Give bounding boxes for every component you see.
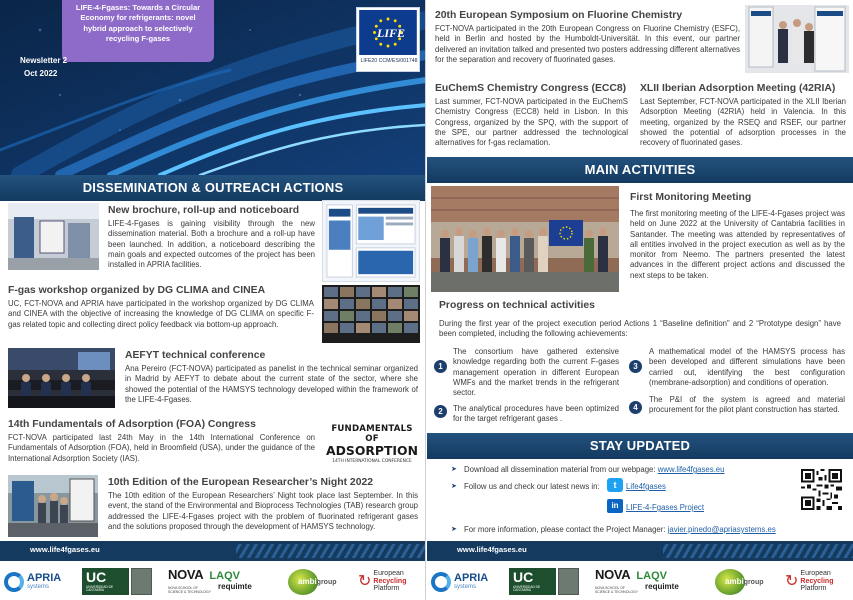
erp-text-2-right: Recycling	[800, 577, 834, 585]
euchems-title: EuChemS Chemistry Congress (ECC8)	[435, 83, 627, 94]
fgas-workshop-body: UC, FCT-NOVA and APRIA have participated in the workshop organized by DG CLIMA and CINEA with the objective of increasing the knowledge of DG CLIMA on specific F-gas related topic and collecting direct policy feedback via bottom-up approach.	[8, 299, 314, 329]
erp-arrow-icon: ↻	[358, 572, 372, 590]
achievement-number-1: 1	[434, 360, 447, 373]
apria-logo-text: APRIA	[27, 572, 62, 584]
nova-logo-text-right: NOVA	[595, 567, 631, 582]
erp-logo	[358, 566, 424, 597]
symposium-title: 20th European Symposium on Fluorine Chemistry	[435, 10, 683, 21]
monitoring-title: First Monitoring Meeting	[630, 192, 752, 203]
nova-laqv-logo	[168, 566, 278, 597]
contact-arrow-icon: ➤	[451, 526, 457, 533]
ambigroup-text-2-right: group	[743, 578, 764, 586]
partner-logos-right	[427, 563, 853, 600]
stay-updated-header: STAY UPDATED	[427, 433, 853, 459]
nova-laqv-logo-right	[595, 566, 705, 597]
apria-logo-right	[431, 566, 499, 597]
download-arrow-icon: ➤	[451, 466, 457, 473]
laqv-logo-text-right: LAQV	[636, 570, 667, 582]
ambigroup-logo-right	[715, 566, 775, 597]
fgas-workshop-title: F-gas workshop organized by DG CLIMA and CINEA	[8, 285, 266, 296]
euchems-body: Last summer, FCT-NOVA participated in the EuChemS Chemistry Congress (ECC8) held in Lisbon. In this Congress, organized by the SPQ, with the support of the SPE, our partner addressed the technological alternatives for f-gas reclamation.	[435, 97, 628, 148]
ambigroup-text-right: ambi	[725, 576, 744, 586]
erp-text-2: Recycling	[373, 577, 407, 585]
uc-logo	[82, 566, 152, 597]
iberian-title: XLII Iberian Adsorption Meeting (42RIA)	[640, 83, 836, 94]
uc-logo-right	[509, 566, 579, 597]
twitter-icon[interactable]: t	[607, 478, 623, 492]
video-call-screenshot	[322, 285, 420, 343]
aefyt-conference-photo	[8, 348, 115, 408]
ambigroup-text: ambi	[298, 576, 317, 586]
foa-logo-line2: ADSORPTION	[326, 443, 418, 458]
follow-arrow-icon: ➤	[451, 483, 457, 490]
footer-website-link-right[interactable]: www.life4fgases.eu	[457, 545, 527, 554]
requimte-logo-text: requimte	[218, 582, 252, 591]
erp-logo-right	[785, 566, 851, 597]
researchers-night-body: The 10th edition of the European Researchers’ Night took place last September. In this event, the stand of the Environmental and Bioprocess Technologies (TAB) research group addressed the LIFE-4-Fgases project with the problem of fluorinated refrigerant gases and the solutions proposed through the development of HAMSYS technology.	[108, 491, 418, 531]
requimte-logo-text-right: requimte	[645, 582, 679, 591]
aefyt-body: Ana Pereiro (FCT-NOVA) participated as panelist in the technical seminar organized in Madrid by AEFYT to debate about the current state of the sector, where she showed the potential of the HAMSYS technology developed within the framework of the LIFE-4-Fgases.	[125, 364, 418, 404]
uc-logo-text: UC	[86, 569, 107, 586]
life-logo-word: LIFE	[377, 26, 406, 40]
nova-logo-sub-right: NOVA SCHOOL OF SCIENCE & TECHNOLOGY	[595, 586, 638, 594]
apria-logo-sub-right: systems	[454, 584, 477, 590]
newsletter-number: Newsletter 2	[20, 56, 68, 65]
linkedin-icon[interactable]: in	[607, 499, 623, 513]
apria-swirl-icon	[4, 572, 24, 592]
brochure-body: LIFE-4-Fgases is gaining visibility through the new dissemination material. Both a brochure and a roll-up have been launched. In addition, a noticeboard describing the main goals and expected outcomes of the project has been installed in APRIA facilities.	[108, 219, 315, 270]
ambigroup-logo	[288, 566, 348, 597]
achievement-number-3: 3	[629, 360, 642, 373]
uc-logo-text-right: UC	[513, 569, 534, 586]
dissemination-section-header: DISSEMINATION & OUTREACH ACTIONS	[0, 175, 426, 201]
contact-line	[464, 525, 844, 535]
footer-bar-right	[427, 541, 853, 561]
download-line	[464, 465, 794, 475]
achievement-text-2: The analytical procedures have been optimized for the target refrigerant gases .	[453, 404, 619, 424]
footer-bar-left	[0, 541, 426, 561]
life-eu-logo	[356, 7, 420, 72]
symposium-body: FCT-NOVA participated in the 20th European Congress on Fluorine Chemistry (ESFC), held in Berlin and hosted by the Humboldt-Universität. In this event, our partner delivered an invitation talked and presented two posters addressing different alternatives for the separation and recovery of fluorinated gases.	[435, 24, 740, 64]
progress-title: Progress on technical activities	[439, 300, 595, 311]
footer-stripe-decoration-right	[663, 544, 853, 558]
erp-text-3: Platform	[373, 585, 400, 593]
uc-emblem-icon-right	[558, 568, 579, 595]
footer-stripe-decoration	[236, 544, 426, 558]
main-activities-header: MAIN ACTIVITIES	[427, 157, 853, 183]
linkedin-link[interactable]: LIFE-4-Fgases Project	[626, 503, 704, 512]
erp-text-1: European	[373, 570, 404, 578]
download-text: Download all dissemination material from our webpage:	[464, 465, 658, 474]
ambigroup-text-2: group	[316, 578, 337, 586]
foa-logo	[324, 416, 420, 468]
twitter-link[interactable]: Life4fgases	[626, 482, 666, 491]
monitoring-meeting-photo	[431, 186, 619, 292]
follow-text: Follow us and check our latest news in:	[464, 482, 600, 491]
researchers-night-title: 10th Edition of the European Researcher’s Night 2022	[108, 477, 374, 488]
foa-logo-line1: FUNDAMENTALS OF	[331, 424, 413, 444]
partner-logos-left	[0, 563, 426, 600]
project-title: LIFE-4-Fgases: Towards a Circular Economy for refrigerants: novel hybrid approach to selectively recycling F-gases	[75, 3, 201, 43]
progress-intro: During the first year of the project execution period Actions 1 “Baseline definition” and 2 “Prototype design” have been completed, including the following achievements:	[439, 319, 841, 339]
uc-logo-sub: UNIVERSIDAD DE CANTABRIA	[86, 584, 114, 593]
iberian-body: Last September, FCT-NOVA participated in the XLII Iberian Adsorption Meeting (42RIA) held in Valencia. In this meeting, organized by the RSEQ and RSEF, our partner showed the potential of adsorption processes in the recovery of fluorinated gases.	[640, 97, 846, 148]
newsletter-page-right	[427, 0, 853, 600]
nova-logo-sub: NOVA SCHOOL OF SCIENCE & TECHNOLOGY	[168, 586, 211, 594]
foa-body: FCT-NOVA participated last 24th May in the 14th International Conference on Fundamentals of Adsorption (FOA), held in Broomfield (USA), under the guidance of the International Adsorption Society (IAS).	[8, 433, 315, 463]
life-project-code: LIFE20 CCM/ES/001748	[360, 58, 418, 64]
symposium-photo	[745, 5, 849, 73]
project-title-box	[62, 0, 214, 62]
laqv-logo-text: LAQV	[209, 570, 240, 582]
monitoring-body: The first monitoring meeting of the LIFE-4-Fgases project was held on June 2022 at the University of Cantabria facilities in Santander. The meeting was attended by representatives of all entities involved in the project execution as well as by the monitor from Neemo. The partners presented the latest advances in the different project actions and discussed the next steps to be taken.	[630, 209, 845, 280]
achievement-number-2: 2	[434, 405, 447, 418]
footer-website-link[interactable]: www.life4fgases.eu	[30, 545, 100, 554]
contact-email-link[interactable]: javier.pinedo@apriasystems.es	[667, 525, 776, 534]
foa-title: 14th Fundamentals of Adsorption (FOA) Congress	[8, 419, 256, 430]
apria-logo-sub: systems	[27, 584, 50, 590]
newsletter-page-left	[0, 0, 426, 600]
achievement-text-1: The consortium have gathered extensive knowledge regarding both the current F-gases management operation in different European WMFs and the market trends in the refrigerant sector.	[453, 347, 619, 398]
newsletter-date: Oct 2022	[24, 69, 58, 78]
achievement-number-4: 4	[629, 401, 642, 414]
apria-swirl-icon-right	[431, 572, 451, 592]
apria-logo-text-right: APRIA	[454, 572, 489, 584]
apria-logo	[4, 566, 72, 597]
brochure-thumbnail	[322, 200, 420, 282]
uc-emblem-icon	[131, 568, 152, 595]
achievement-text-3: A mathematical model of the HAMSYS process has been developed and different simulations have been carried out, identifying the best configuration (membrane-adsorption) and conditions of operation.	[649, 347, 845, 387]
erp-text-3-right: Platform	[800, 585, 827, 593]
qr-code[interactable]	[801, 469, 842, 510]
nova-logo-text: NOVA	[168, 567, 204, 582]
researchers-night-photo	[8, 475, 98, 537]
download-link[interactable]: www.life4fgases.eu	[657, 465, 725, 474]
brochure-title: New brochure, roll-up and noticeboard	[108, 205, 300, 216]
noticeboard-photo	[8, 203, 99, 270]
foa-logo-sub: 14TH INTERNATIONAL CONFERENCE	[332, 459, 412, 465]
erp-arrow-icon-right: ↻	[785, 572, 799, 590]
achievement-text-4: The P&I of the system is agreed and material procurement for the pilot plant construction has started.	[649, 395, 845, 415]
aefyt-title: AEFYT technical conference	[125, 350, 266, 361]
erp-text-1-right: European	[800, 570, 831, 578]
contact-text: For more information, please contact the Project Manager:	[464, 525, 668, 534]
uc-logo-sub-right: UNIVERSIDAD DE CANTABRIA	[513, 584, 541, 593]
